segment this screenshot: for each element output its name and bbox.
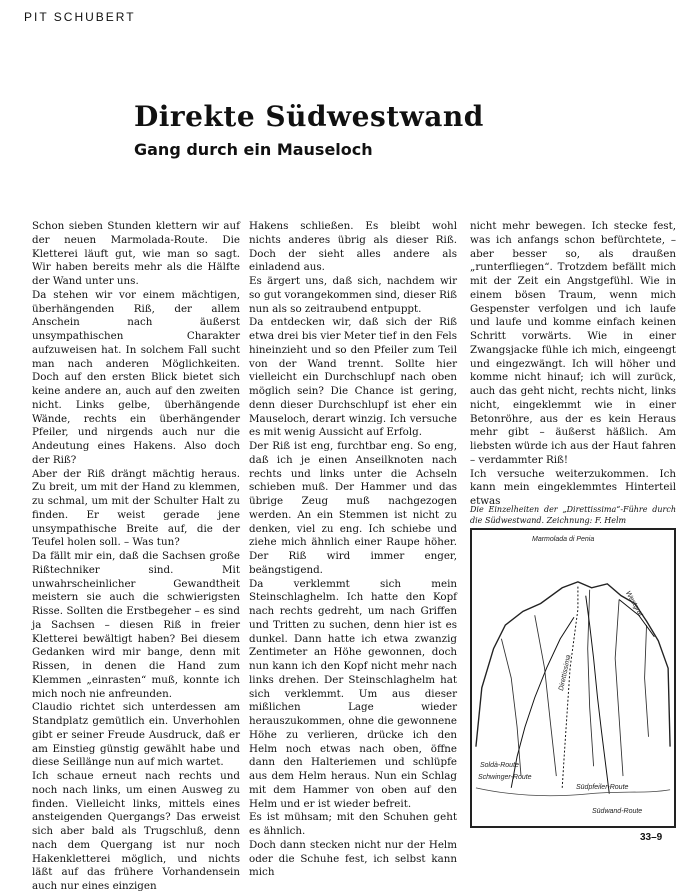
text-column-1 (32, 220, 240, 892)
page-number: 33–9 (640, 832, 663, 843)
author-name: PIT SCHUBERT (24, 10, 136, 24)
cliff-line (501, 590, 648, 776)
mountain-sketch (472, 530, 674, 826)
paragraph: Da entdecken wir, daß sich der Riß etwa drei bis vier Meter tief in den Fels hineinzieht und so den Pfeiler zum Teil von der Wand trennt. Sollte hier vielleicht ein Durchschlupf nach oben möglich sein? Die Chance ist gering, denn dieser Durchschlupf ist eher ein Mauseloch, derart winzig. Ich versuche es mit wenig Aussicht auf Erfolg. (249, 316, 457, 439)
paragraph: Es ärgert uns, daß sich, nachdem wir so gut vorangekommen sind, dieser Riß nun als so zeitraubend entpuppt. (249, 275, 457, 315)
text-column-3 (470, 220, 676, 507)
label-solda-route: Soldà-Route (480, 762, 519, 769)
article-subtitle: Gang durch ein Mauseloch (134, 140, 373, 159)
paragraph: nicht mehr bewegen. Ich stecke fest, was ich anfangs schon befürchtete, – aber besser so, als draußen „runterfliegen“. Trotzdem befällt mich mit der Zeit ein Angstgefühl. Wie in einem bösen Traum, wenn mich Gespenster verfolgen und ich laufe und laufe und komme einfach keinen Schritt vorwärts. Wie in einer Zwangsjacke fühle ich mich, eingeengt und eingezwängt. Ich will höher und komme nicht hinauf; ich will zurück, auch das geht nicht, rechts nicht, links nicht, eingeklemmt wie in einer Betonröhre, aus der es kein Heraus mehr gibt – äußerst häßlich. Am liebsten würde ich aus der Haut fahren – verdammter Riß! (470, 220, 676, 466)
scree-base (476, 788, 670, 796)
paragraph: Der Riß ist eng, furchtbar eng. So eng, daß ich je einen Anseilknoten nach rechts und links unter die Achseln schieben muß. Der Hammer und das übrige Zeug muß nachgezogen werden. An ein Stemmen ist nicht zu denken, viel zu eng. Ich schiebe und ziehe mich ähnlich einer Raupe höher. Der Riß wird immer enger, beängstigend. (249, 440, 457, 576)
paragraph: Da fällt mir ein, daß die Sachsen große Rißtechniker sind. Mit unwahrscheinlicher Gewandtheit meistern sie auch die schwierigsten Risse. Sollten die Erstbegeher – es sind ja Sachsen – diesen Riß in freier Kletterei bewältigt haben? Bei diesem Gedanken wird mir bange, denn mit Rissen, in denen die Hand zum Klemmen „einrasten“ muß, konnte ich mich noch nie anfreunden. (32, 550, 240, 700)
paragraph: Es ist mühsam; mit den Schuhen geht es ähnlich. (249, 811, 457, 837)
paragraph: Aber der Riß drängt mächtig heraus. Zu breit, um mit der Hand zu klemmen, zu schmal, um mit der Schulter Halt zu finden. Er weist gerade jene unsympathische Breite auf, die der Teufel holen soll. – Was tun? (32, 467, 240, 549)
paragraph: Da verklemmt sich mein Steinschlaghelm. Ich hatte den Kopf nach rechts gedreht, um nach Griffen und Tritten zu suchen, denn hier ist es dunkel. Dann hatte ich etwa zwanzig Zentimeter an Höhe gewonnen, doch nun kann ich den Kopf nicht mehr nach links drehen. Der Steinschlaghelm hat sich verklemmt. Um aus dieser mißlichen Lage wieder herauszukommen, ohne die gewonnene Höhe zu verlieren, drücke ich den Helm noch etwas nach oben, öffne dann den Halteriemen und schlüpfe aus dem Helm heraus. Nun ein Schlag mit dem Hammer von oben auf den Helm und er ist wieder befreit. (249, 577, 457, 810)
paragraph: Doch dann stecken nicht nur der Helm oder die Schuhe fest, ich selbst kann mich (249, 838, 457, 879)
mountain-outline (476, 582, 670, 747)
paragraph: Ich schaue erneut nach rechts und noch nach links, um einen Ausweg zu finden. Vielleicht links, mittels eines ansteigenden Quergangs? Das erweist sich aber bald als Trugschluß, denn nach dem Quergang ist nur noch Hakenkletterei möglich, und nichts läßt auf das frühere Vorhandensein auch nur eines einzigen (32, 770, 240, 892)
paragraph: Ich versuche weiterzukommen. Ich kann mein eingeklemmtes Hinterteil etwas (470, 467, 676, 507)
label-schwinger-route: Schwinger-Route (478, 774, 532, 781)
label-suedwand-route: Südwand-Route (592, 808, 643, 815)
route-line-west (511, 617, 574, 788)
paragraph: Schon sieben Stunden klettern wir auf der neuen Marmolada-Route. Die Kletterei läuft gut, wie man so sagt. Wir haben bereits mehr als die Hälfte der Wand unter uns. (32, 220, 240, 287)
label-suedpfeiler-route: Südpfeiler-Route (576, 784, 629, 791)
paragraph: Da stehen wir vor einem mächtigen, überhängenden Riß, der allem Anschein nach äußerst unsympathischen Charakter aufzuweisen hat. In solchem Fall sucht man nach anderen Möglichkeiten. Doch auf den ersten Blick bietet sich keine andere an, auch auf den zweiten nicht. Links gelbe, überhängende Wände, rechts ein überhängender Pfeiler, und nirgends auch nur die Andeutung eines Hakens. Also doch der Riß? (32, 288, 240, 466)
text-column-2 (249, 220, 457, 879)
route-drawing (470, 528, 676, 828)
label-westgrat: Westgrat (623, 590, 644, 618)
paragraph: Claudio richtet sich unterdessen am Standplatz gemütlich ein. Unverhohlen gibt er seiner Freude Ausdruck, daß er am Einstieg günstig gewählt habe und diese Seillänge nun auf mich wartet. (32, 701, 240, 769)
paragraph: Hakens schließen. Es bleibt wohl nichts anderes übrig als dieser Riß. Doch der sieht alles andere als einladend aus. (249, 220, 457, 274)
label-summit: Marmolada di Penia (532, 536, 595, 543)
label-direttissima: Direttissima (558, 654, 573, 692)
figure-caption: Die Einzelheiten der „Direttissima“-Führe durch die Südwestwand. Zeichnung: F. Helm (470, 505, 676, 525)
article-title: Direkte Südwestwand (134, 100, 484, 133)
